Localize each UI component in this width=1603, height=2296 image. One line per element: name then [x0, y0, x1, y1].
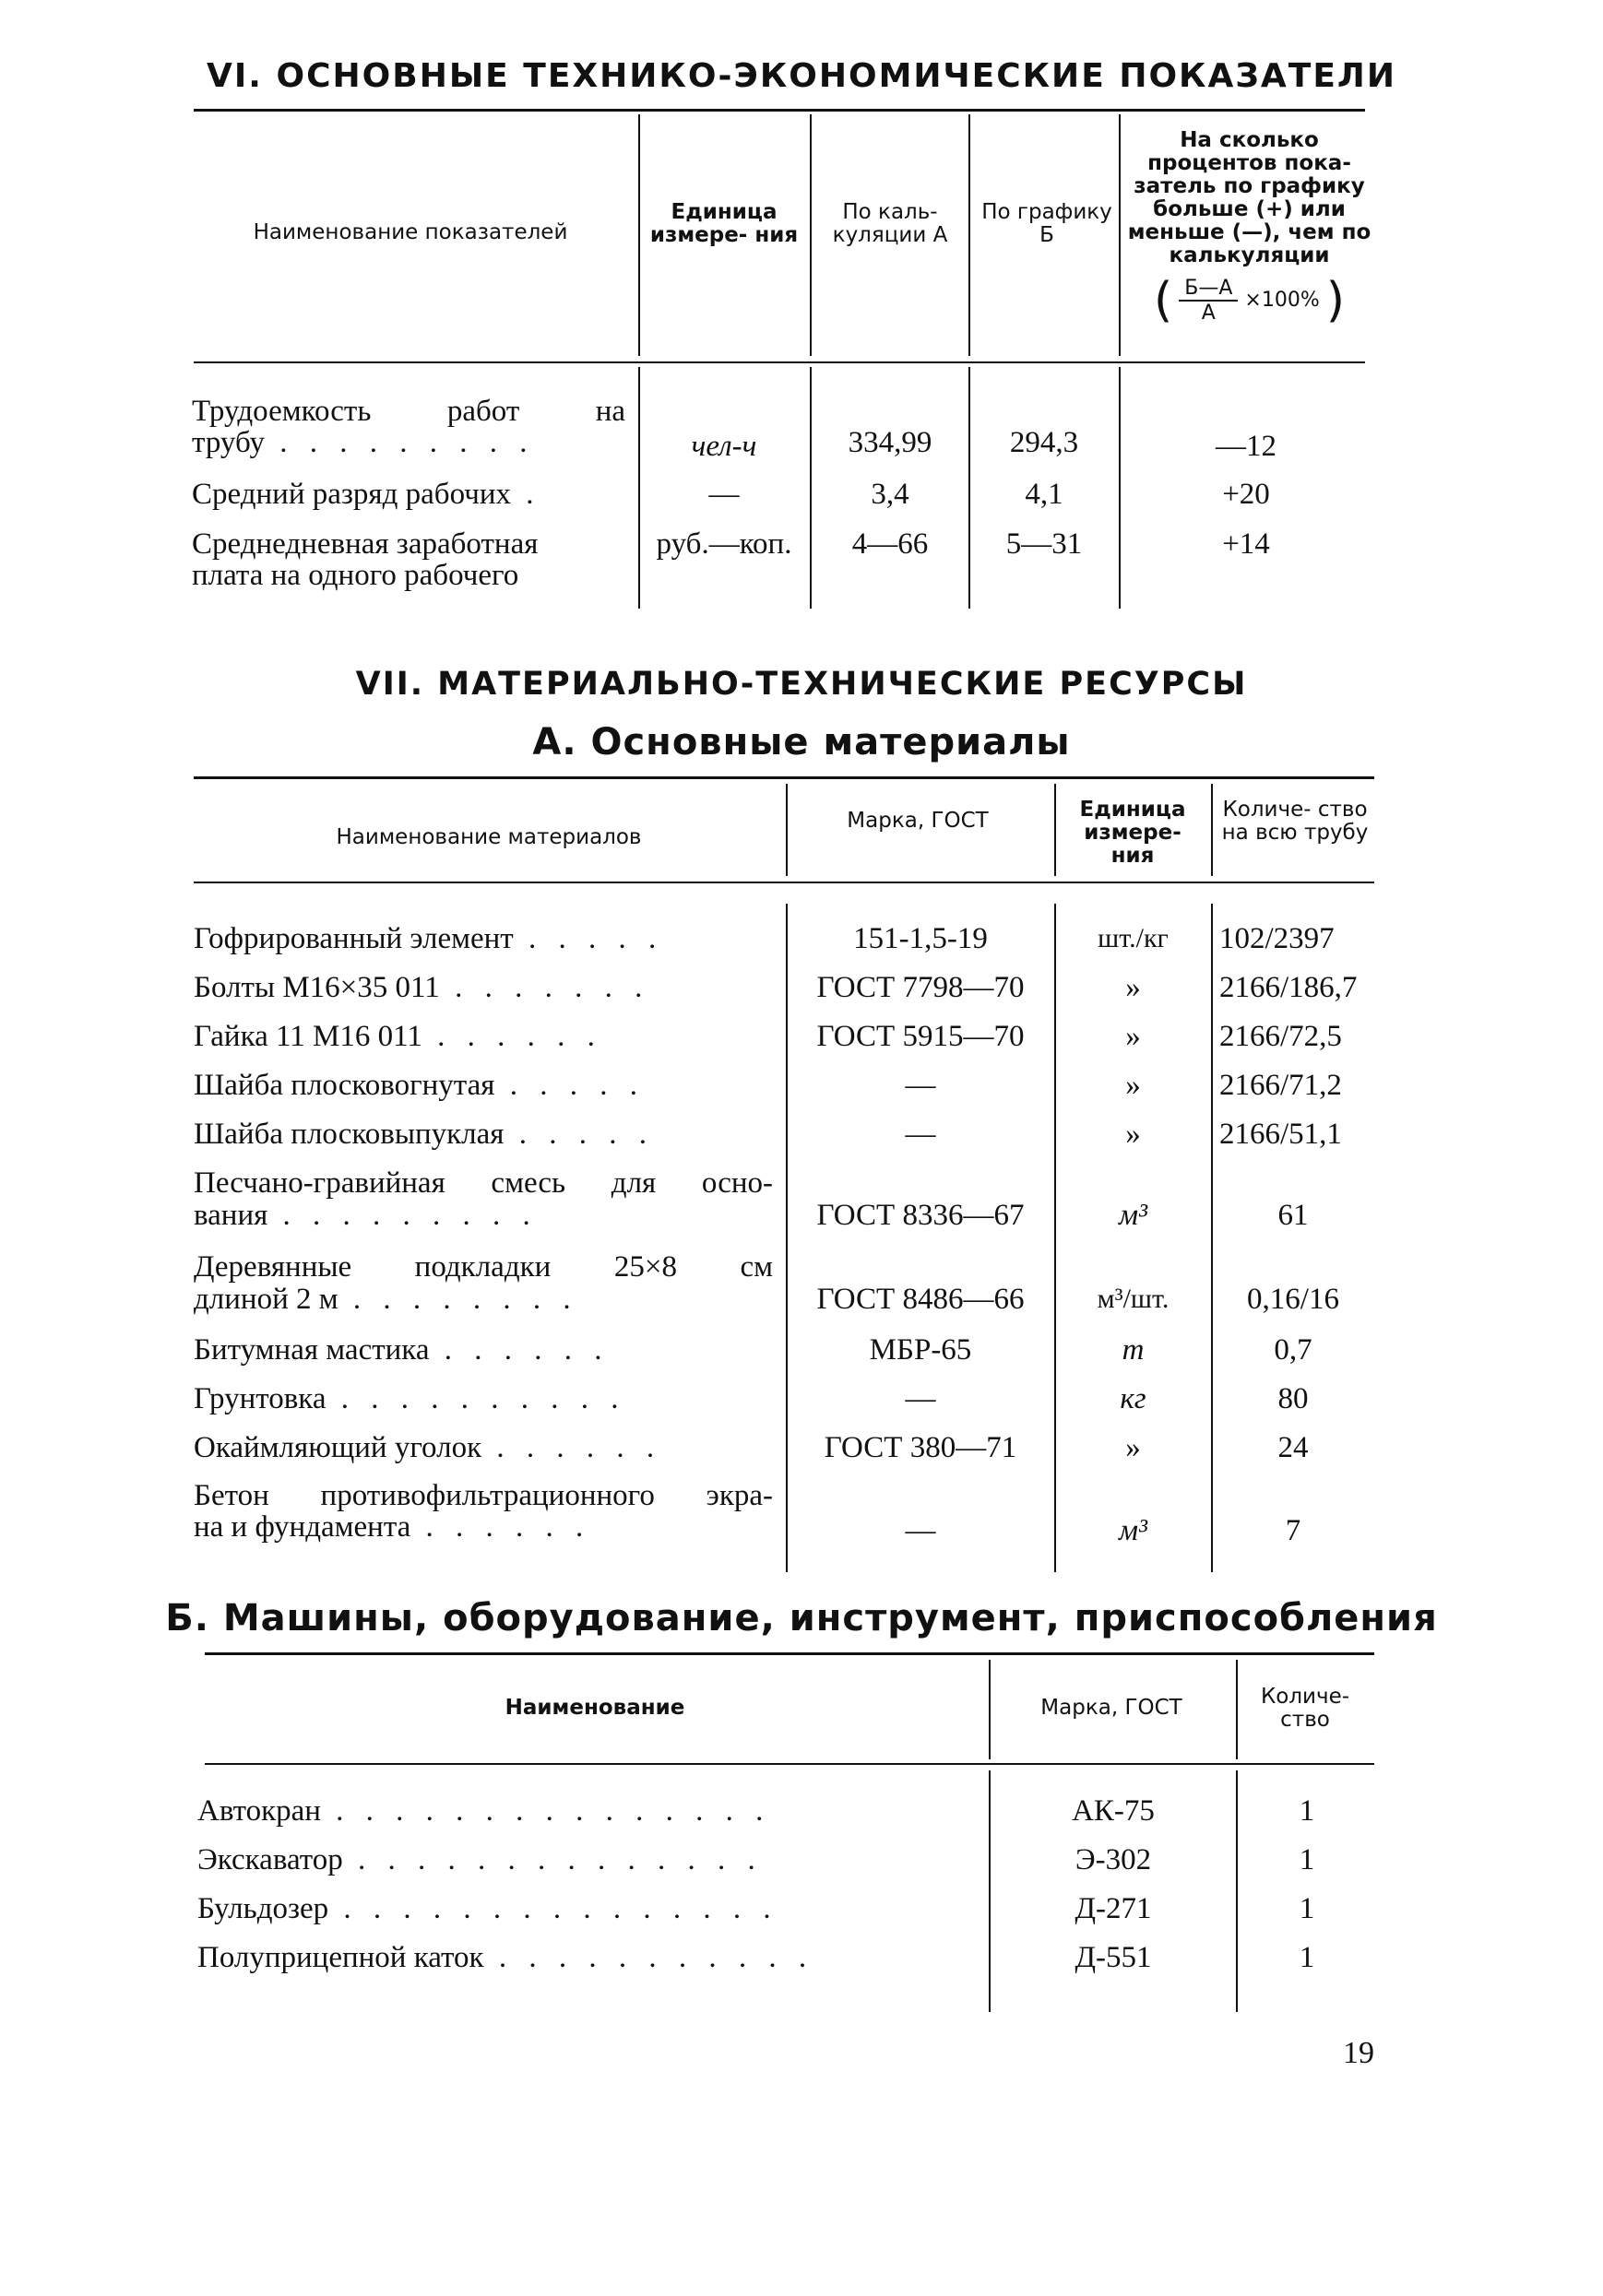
row-unit: чел-ч [691, 430, 757, 463]
material-mark: — [905, 1382, 936, 1415]
material-name-cont: вания . . . . . . . . . [194, 1199, 538, 1232]
material-qty: 24 [1277, 1431, 1309, 1464]
rule [786, 904, 788, 1572]
material-qty: 7 [1285, 1514, 1301, 1547]
row-graph: 4,1 [1025, 478, 1063, 511]
material-qty: 0,7 [1274, 1333, 1312, 1367]
header-calc: По каль- куляции А [832, 200, 948, 247]
rule [1054, 904, 1056, 1572]
row-name-cont: плата на одного рабочего [192, 559, 519, 592]
rule [1119, 367, 1121, 609]
machine-name: Бульдозер . . . . . . . . . . . . . . . [197, 1892, 778, 1925]
material-qty: 2166/71,2 [1219, 1069, 1342, 1102]
machine-qty: 1 [1299, 1794, 1315, 1828]
row-name: Среднедневная заработная [192, 527, 539, 561]
formula-numerator: Б—А [1179, 277, 1238, 302]
rule [1054, 784, 1056, 876]
material-qty: 2166/186,7 [1219, 971, 1358, 1004]
material-mark: ГОСТ 380—71 [824, 1431, 1017, 1464]
machine-name: Автокран . . . . . . . . . . . . . . . [197, 1794, 771, 1828]
rule [205, 1652, 1374, 1655]
material-mark: ГОСТ 5915—70 [816, 1020, 1025, 1053]
machine-mark: Д-271 [1075, 1892, 1152, 1925]
rule [638, 114, 640, 356]
material-name-cont: длиной 2 м . . . . . . . . [194, 1283, 578, 1316]
row-calc: 4—66 [851, 527, 929, 561]
rule [989, 1770, 991, 2012]
row-unit: руб.—коп. [656, 527, 792, 561]
material-mark: — [905, 1069, 936, 1102]
header-percent: На сколько процентов пока- затель по графику больше (+) или меньше (—), чем по калькуляции [1127, 128, 1371, 267]
material-mark: ГОСТ 8486—66 [816, 1283, 1025, 1316]
material-unit: » [1125, 1431, 1141, 1464]
rule [1211, 904, 1213, 1572]
material-unit: » [1125, 1069, 1141, 1102]
formula-multiplier: ×100% [1244, 289, 1320, 312]
row-name: Трудоемкость работ на [192, 395, 625, 428]
material-qty: 0,16/16 [1247, 1283, 1339, 1316]
header-name: Наименование показателей [253, 220, 568, 244]
material-name: Песчано-гравийная смесь для осно- [194, 1166, 773, 1200]
rule [194, 109, 1365, 112]
row-name-cont: трубу . . . . . . . . . [192, 426, 535, 459]
row-pct: +14 [1222, 527, 1270, 561]
material-mark: ГОСТ 8336—67 [816, 1199, 1025, 1232]
material-mark: 151-1,5-19 [853, 922, 988, 955]
rule [810, 114, 812, 356]
material-qty: 2166/51,1 [1219, 1118, 1342, 1151]
rule [194, 776, 1374, 779]
material-unit: кг [1120, 1382, 1146, 1415]
rule [786, 784, 788, 876]
row-pct: —12 [1216, 430, 1276, 463]
material-qty: 2166/72,5 [1219, 1020, 1342, 1053]
rule [1236, 1660, 1238, 1759]
material-unit: » [1125, 1020, 1141, 1053]
subtitle-materials: А. Основные материалы [532, 721, 1071, 763]
header-unit: Единица измере- ния [1079, 798, 1186, 868]
row-graph: 294,3 [1009, 426, 1079, 459]
machine-mark: АК-75 [1072, 1794, 1155, 1828]
material-unit: м³ [1119, 1514, 1147, 1547]
percent-formula: ( $\frac{Б—А}{А}$ ×100% ) [1153, 273, 1346, 328]
material-unit: » [1125, 1118, 1141, 1151]
material-mark: МБР-65 [869, 1333, 972, 1367]
row-unit: — [708, 478, 740, 511]
machine-qty: 1 [1299, 1843, 1315, 1876]
material-name: Бетон противофильтрационного экра- [194, 1479, 773, 1512]
page-number: 19 [1343, 2036, 1374, 2070]
rule [810, 367, 812, 609]
rule [638, 367, 640, 609]
rule [968, 114, 970, 356]
machine-qty: 1 [1299, 1892, 1315, 1925]
rule [1119, 114, 1121, 356]
material-qty: 80 [1277, 1382, 1309, 1415]
subtitle-machines: Б. Машины, оборудование, инструмент, приспособления [165, 1597, 1438, 1639]
header-graph: По графику Б [981, 200, 1112, 247]
material-name: Гофрированный элемент . . . . . [194, 922, 664, 955]
header-mark: Марка, ГОСТ [1040, 1696, 1182, 1720]
section7-title: VII. МАТЕРИАЛЬНО-ТЕХНИЧЕСКИЕ РЕСУРСЫ [355, 666, 1248, 703]
material-name: Битумная мастика . . . . . . [194, 1333, 610, 1367]
rule [1236, 1770, 1238, 2012]
rule [1211, 784, 1213, 876]
header-mark: Марка, ГОСТ [847, 809, 989, 833]
material-name: Болты М16×35 011 . . . . . . . [194, 971, 650, 1004]
rule [989, 1660, 991, 1759]
row-name: Средний разряд рабочих . [192, 478, 541, 511]
material-qty: 102/2397 [1219, 922, 1335, 955]
machine-qty: 1 [1299, 1941, 1315, 1974]
rule [194, 882, 1374, 883]
material-unit: т [1122, 1333, 1145, 1367]
row-calc: 334,99 [848, 426, 932, 459]
header-qty: Количе- ство на всю трубу [1221, 798, 1369, 845]
material-unit: м³/шт. [1097, 1284, 1170, 1314]
material-name: Шайба плосковыпуклая . . . . . [194, 1118, 654, 1151]
material-unit: » [1125, 971, 1141, 1004]
machine-name: Полуприцепной каток . . . . . . . . . . . [197, 1941, 814, 1974]
material-name: Шайба плосковогнутая . . . . . [194, 1069, 645, 1102]
machine-mark: Э-302 [1075, 1843, 1152, 1876]
machine-mark: Д-551 [1075, 1941, 1152, 1974]
material-name: Деревянные подкладки 25×8 см [194, 1250, 773, 1284]
material-name: Окаймляющий уголок . . . . . . [194, 1431, 662, 1464]
material-mark: — [905, 1118, 936, 1151]
material-unit: м³ [1119, 1199, 1147, 1232]
machine-name: Экскаватор . . . . . . . . . . . . . . [197, 1843, 763, 1876]
header-unit: Единица измере- ния [649, 200, 799, 247]
material-qty: 61 [1277, 1199, 1309, 1232]
header-qty: Количе- ство [1260, 1685, 1350, 1732]
rule [194, 361, 1365, 363]
header-name: Наименование [505, 1696, 685, 1720]
row-graph: 5—31 [1005, 527, 1083, 561]
material-name: Грунтовка . . . . . . . . . . [194, 1382, 626, 1415]
material-mark: ГОСТ 7798—70 [816, 971, 1025, 1004]
rule [205, 1763, 1374, 1765]
formula-denominator: А [1201, 302, 1216, 325]
row-pct: +20 [1222, 478, 1270, 511]
material-unit: шт./кг [1098, 923, 1169, 953]
material-mark: — [905, 1514, 936, 1547]
section6-title: VI. ОСНОВНЫЕ ТЕХНИКО-ЭКОНОМИЧЕСКИЕ ПОКАЗАТЕЛИ [207, 57, 1396, 95]
material-name-cont: на и фундамента . . . . . . [194, 1510, 591, 1544]
material-name: Гайка 11 М16 011 . . . . . . [194, 1020, 602, 1053]
row-calc: 3,4 [871, 478, 909, 511]
header-name: Наименование материалов [336, 825, 642, 849]
